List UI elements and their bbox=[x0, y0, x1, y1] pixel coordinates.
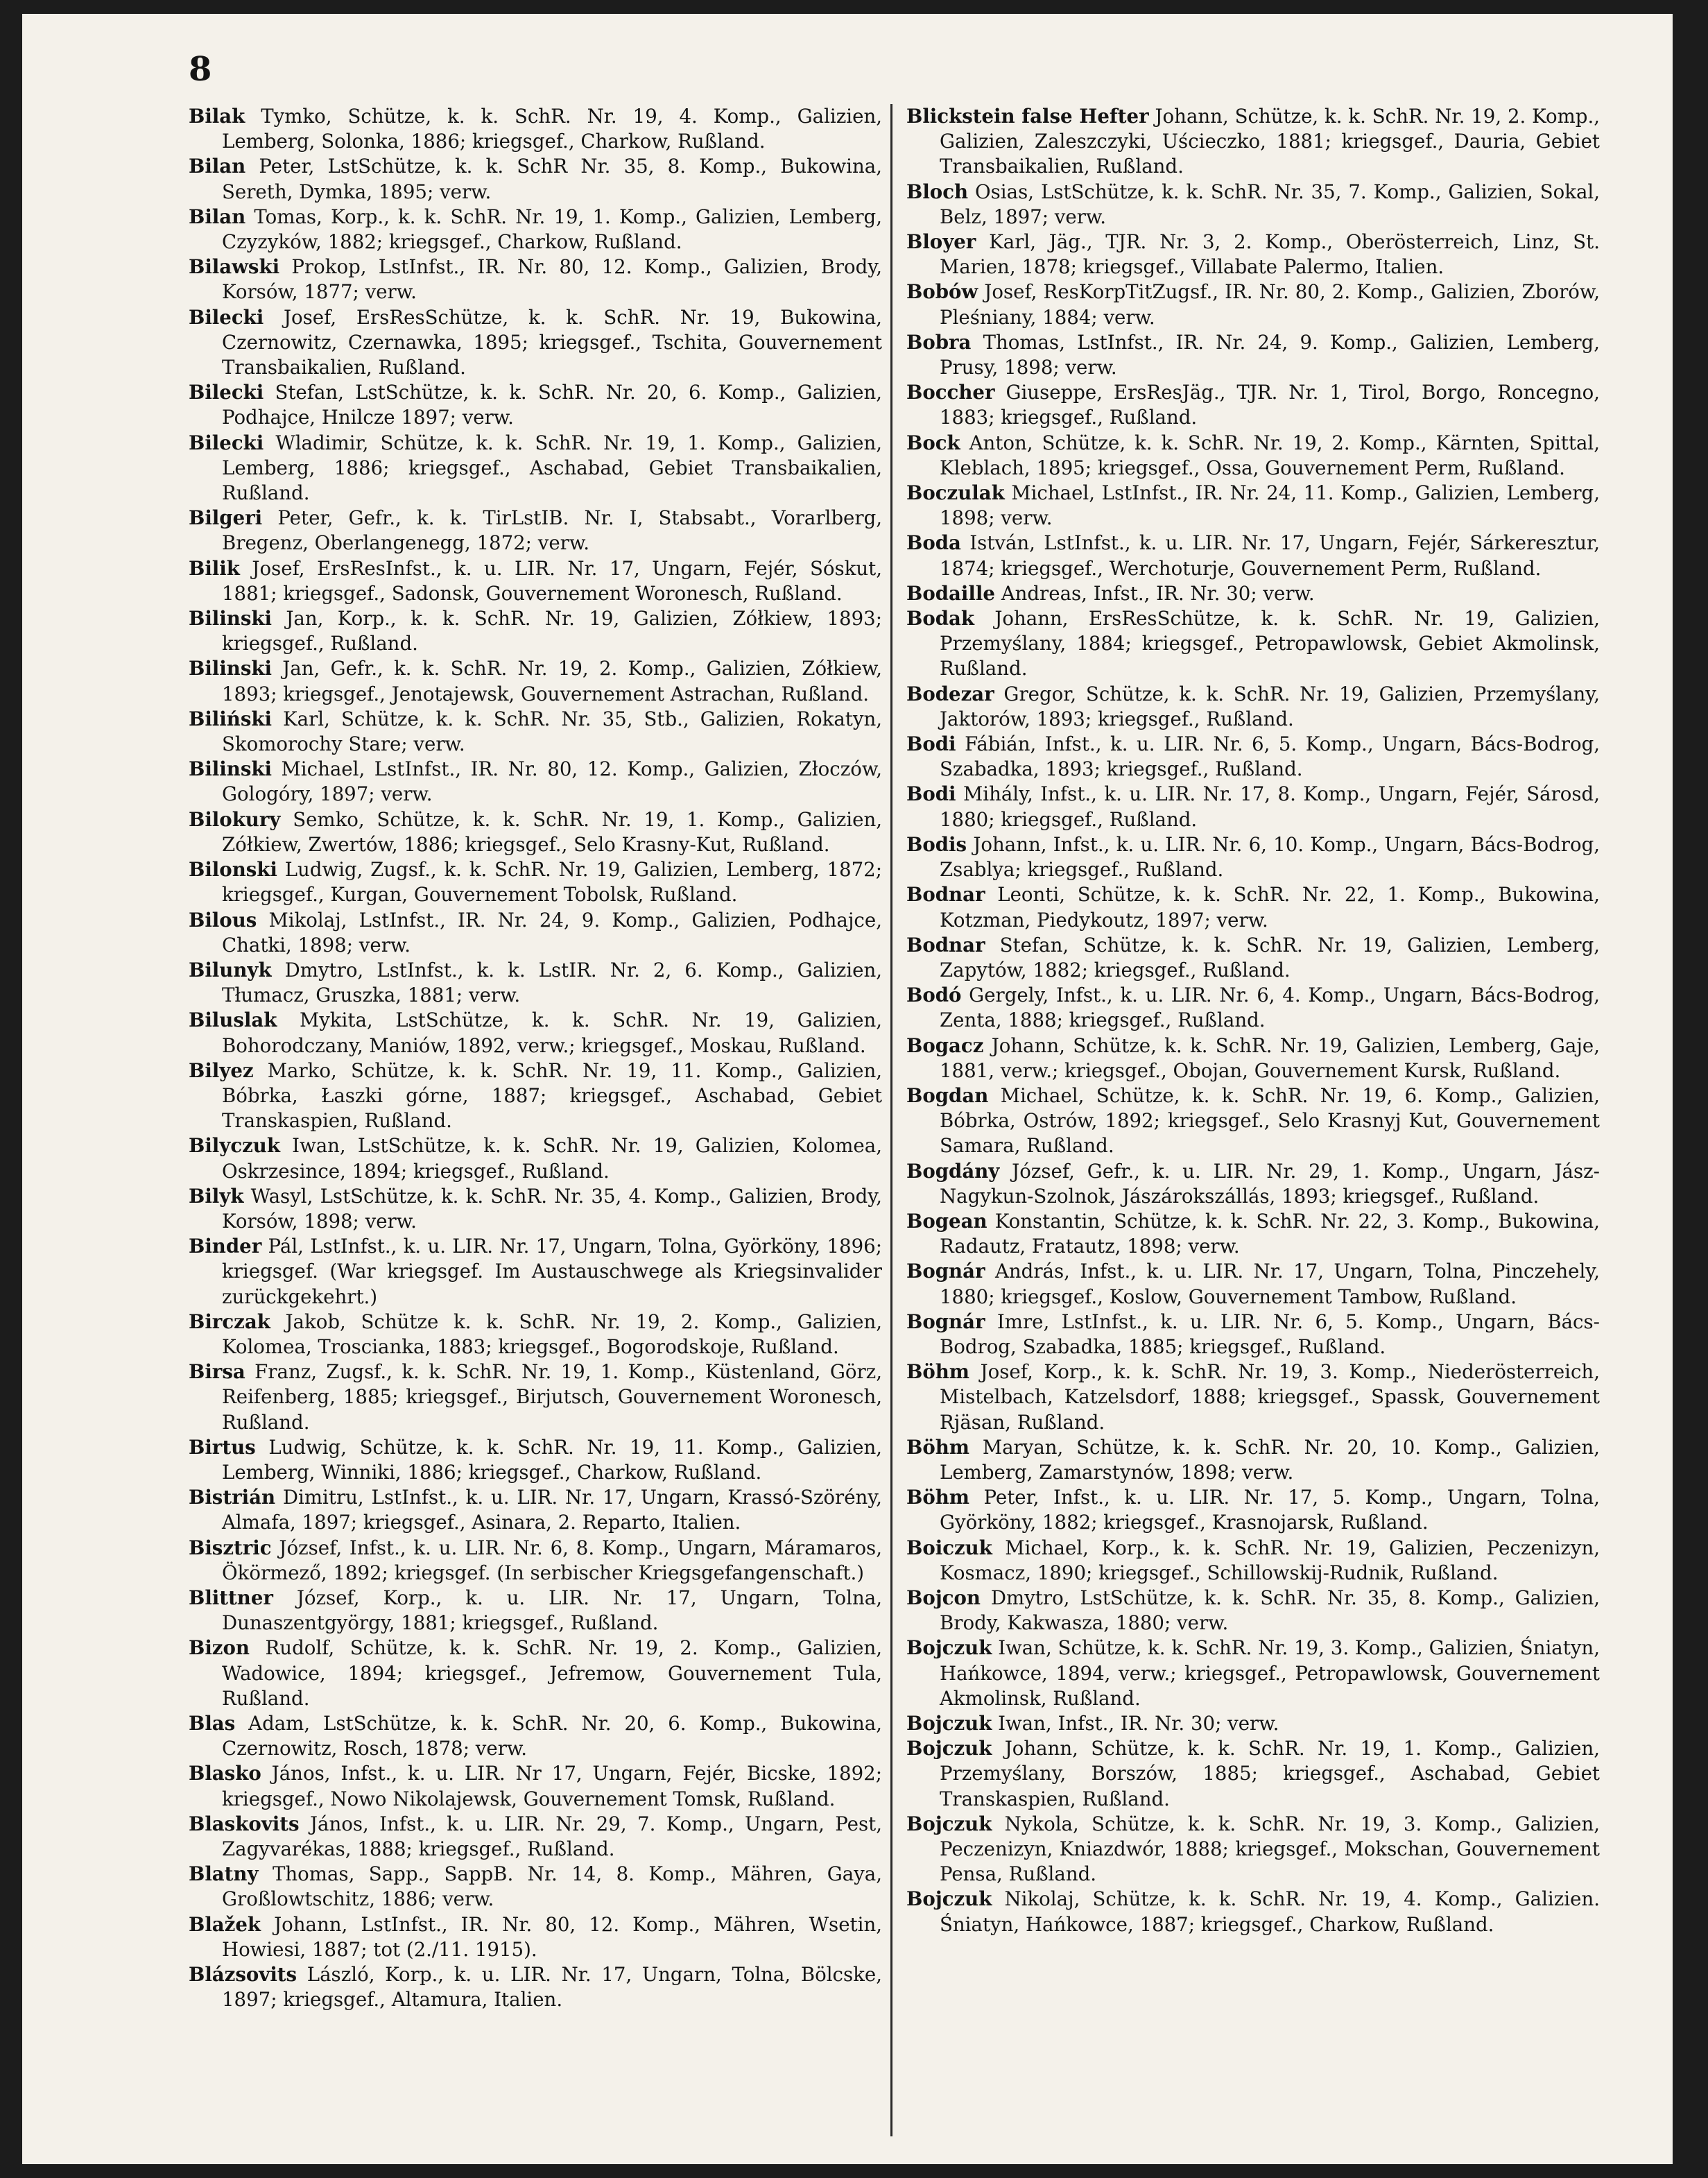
entry-surname: Bilyk bbox=[189, 1184, 244, 1208]
entry-surname: Birczak bbox=[189, 1310, 270, 1333]
list-item bbox=[189, 707, 882, 757]
entry-details: Fábián, Infst., k. u. LIR. Nr. 6, 5. Komp., Ungarn, Bács-Bodrog, Szabadka, 1893; kriegsgef., Rußland. bbox=[940, 732, 1600, 781]
entry-details: Jakob, Schütze k. k. SchR. Nr. 19, 2. Komp., Galizien, Kolomea, Troscianka, 1883; kriegsgef., Bogorodskoje, Rußland. bbox=[222, 1310, 882, 1358]
list-item bbox=[906, 782, 1600, 832]
entry-details: László, Korp., k. u. LIR. Nr. 17, Ungarn, Tolna, Bölcske, 1897; kriegsgef., Altamura, Italien. bbox=[222, 1963, 882, 2012]
entry-surname: Bilinski bbox=[189, 757, 272, 781]
entry-surname: Bilik bbox=[189, 556, 240, 580]
entry-surname: Blaskovits bbox=[189, 1812, 300, 1835]
entry-details: Josef, ErsResSchütze, k. k. SchR. Nr. 19, Bukowina, Czernowitz, Czernawka, 1895; kriegsgef., Tschita, Gouvernement Transbaikalien, Rußland. bbox=[222, 305, 882, 379]
list-item bbox=[189, 1058, 882, 1134]
list-item bbox=[906, 1536, 1600, 1586]
entry-details: Semko, Schütze, k. k. SchR. Nr. 19, 1. Komp., Galizien, Zółkiew, Zwertów, 1886; kriegsgef., Selo Krasny-Kut, Rußland. bbox=[222, 807, 882, 856]
list-item bbox=[906, 832, 1600, 882]
list-item bbox=[189, 1711, 882, 1761]
entry-details: Karl, Schütze, k. k. SchR. Nr. 35, Stb., Galizien, Rokatyn, Skomorochy Stare; verw. bbox=[222, 707, 882, 756]
list-item bbox=[906, 1485, 1600, 1535]
entry-details: Thomas, Sapp., SappB. Nr. 14, 8. Komp., Mähren, Gaya, Großlowtschitz, 1886; verw. bbox=[222, 1862, 882, 1911]
entry-details: Dmytro, LstSchütze, k. k. SchR. Nr. 35, 8. Komp., Galizien, Brody, Kakwasza, 1880; verw. bbox=[940, 1586, 1600, 1635]
list-item bbox=[189, 556, 882, 606]
list-item bbox=[189, 1133, 882, 1183]
list-item bbox=[906, 732, 1600, 782]
entry-details: Tymko, Schütze, k. k. SchR. Nr. 19, 4. Komp., Galizien, Lemberg, Solonka, 1886; kriegsgef., Charkow, Rußland. bbox=[222, 105, 882, 153]
entry-details: János, Infst., k. u. LIR. Nr. 29, 7. Komp., Ungarn, Pest, Zagyvarékas, 1888; kriegsgef., Rußland. bbox=[222, 1812, 882, 1861]
entry-surname: Bloyer bbox=[906, 230, 976, 254]
list-item bbox=[189, 958, 882, 1008]
list-item bbox=[189, 908, 882, 958]
entry-details: Marko, Schütze, k. k. SchR. Nr. 19, 11. Komp., Galizien, Bóbrka, Łaszki górne, 1887; kriegsgef., Aschabad, Gebiet Transkaspien, Rußland. bbox=[222, 1058, 882, 1133]
list-item bbox=[906, 1586, 1600, 1636]
list-item bbox=[906, 1360, 1600, 1435]
list-item bbox=[189, 1310, 882, 1360]
entry-surname: Bilous bbox=[189, 908, 257, 932]
list-item bbox=[189, 857, 882, 907]
entry-details: Rudolf, Schütze, k. k. SchR. Nr. 19, 2. Komp., Galizien, Wadowice, 1894; kriegsgef., Jefremow, Gouvernement Tula, Rußland. bbox=[222, 1636, 882, 1710]
list-item bbox=[906, 230, 1600, 280]
entry-details: Peter, Gefr., k. k. TirLstIB. Nr. I, Stabsabt., Vorarlberg, Bregenz, Oberlangenegg, 1872; verw. bbox=[222, 506, 882, 555]
entry-details: Leonti, Schütze, k. k. SchR. Nr. 22, 1. Komp., Bukowina, Kotzman, Piedykoutz, 1897; verw. bbox=[940, 883, 1600, 932]
list-item bbox=[906, 1259, 1600, 1309]
right-column bbox=[906, 104, 1600, 1937]
list-item bbox=[906, 531, 1600, 581]
entry-surname: Bock bbox=[906, 431, 960, 454]
entry-surname: Bilyez bbox=[189, 1058, 254, 1082]
entry-details: József, Korp., k. u. LIR. Nr. 17, Ungarn, Tolna, Dunaszentgyörgy, 1881; kriegsgef., Rußland. bbox=[222, 1586, 882, 1635]
list-item bbox=[189, 606, 882, 656]
entry-details: Konstantin, Schütze, k. k. SchR. Nr. 22, 3. Komp., Bukowina, Radautz, Fratautz, 1898; verw. bbox=[940, 1209, 1600, 1258]
entry-details: Peter, Infst., k. u. LIR. Nr. 17, 5. Komp., Ungarn, Tolna, Györköny, 1882; kriegsgef., Krasnojarsk, Rußland. bbox=[940, 1486, 1600, 1534]
list-item bbox=[906, 1636, 1600, 1711]
entry-surname: Bilyczuk bbox=[189, 1134, 280, 1158]
list-item bbox=[189, 1184, 882, 1234]
entry-details: Wladimir, Schütze, k. k. SchR. Nr. 19, 1. Komp., Galizien, Lemberg, 1886; kriegsgef., Aschabad, Gebiet Transbaikalien, Rußland. bbox=[222, 431, 882, 505]
entry-surname: Bilawski bbox=[189, 255, 280, 279]
entry-surname: Bognár bbox=[906, 1260, 985, 1283]
entry-details: Tomas, Korp., k. k. SchR. Nr. 19, 1. Komp., Galizien, Lemberg, Czyzyków, 1882; kriegsgef., Charkow, Rußland. bbox=[222, 205, 882, 254]
list-item bbox=[189, 1234, 882, 1310]
entry-surname: Bojczuk bbox=[906, 1737, 992, 1760]
entry-surname: Bisztric bbox=[189, 1536, 272, 1559]
page-number: 8 bbox=[189, 50, 212, 89]
list-item bbox=[906, 1887, 1600, 1937]
list-item bbox=[906, 606, 1600, 682]
entry-surname: Bilecki bbox=[189, 381, 264, 404]
list-item bbox=[189, 380, 882, 430]
entry-details: Iwan, LstSchütze, k. k. SchR. Nr. 19, Galizien, Kolomea, Oskrzesince, 1894; kriegsgef., Rußland. bbox=[222, 1134, 882, 1183]
list-item bbox=[906, 1736, 1600, 1812]
entry-details: Michael, Schütze, k. k. SchR. Nr. 19, 6. Komp., Galizien, Bóbrka, Ostrów, 1892; kriegsgef., Selo Krasnyj Kut, Gouvernement Samara, Rußland. bbox=[940, 1083, 1601, 1158]
list-item bbox=[906, 1159, 1600, 1209]
entry-details: Anton, Schütze, k. k. SchR. Nr. 19, 2. Komp., Kärnten, Spittal, Kleblach, 1895; kriegsgef., Ossa, Gouvernement Perm, Rußland. bbox=[940, 431, 1600, 479]
entry-surname: Böhm bbox=[906, 1360, 969, 1384]
list-item bbox=[189, 1008, 882, 1058]
entry-details: Adam, LstSchütze, k. k. SchR. Nr. 20, 6. Komp., Bukowina, Czernowitz, Rosch, 1878; verw. bbox=[222, 1712, 882, 1760]
entry-details: Jan, Korp., k. k. SchR. Nr. 19, Galizien, Zółkiew, 1893; kriegsgef., Rußland. bbox=[222, 607, 882, 655]
list-item bbox=[906, 1310, 1600, 1360]
entry-details: Stefan, LstSchütze, k. k. SchR. Nr. 20, 6. Komp., Galizien, Podhajce, Hnilcze 1897; verw. bbox=[222, 381, 882, 429]
list-item bbox=[906, 682, 1600, 732]
entry-surname: Bilunyk bbox=[189, 958, 272, 981]
list-item bbox=[189, 807, 882, 857]
entry-surname: Blickstein false Hefter bbox=[906, 105, 1149, 128]
entry-surname: Bognár bbox=[906, 1310, 985, 1333]
entry-details: József, Infst., k. u. LIR. Nr. 6, 8. Komp., Ungarn, Máramaros, Ökörmező, 1892; kriegsgef. (In serbischer Kriegsgefangenschaft.) bbox=[222, 1536, 882, 1584]
entry-details: Peter, LstSchütze, k. k. SchR Nr. 35, 8. Komp., Bukowina, Sereth, Dymka, 1895; verw. bbox=[222, 155, 882, 203]
entry-details: Nykola, Schütze, k. k. SchR. Nr. 19, 3. Komp., Galizien, Peczenizyn, Kniazdwór, 1888; kriegsgef., Mokschan, Gouvernement Pensa, Rußland. bbox=[940, 1812, 1600, 1886]
entry-details: Johann, Schütze, k. k. SchR. Nr. 19, 2. Komp., Galizien, Zaleszczyki, Uścieczko, 1881; kriegsgef., Dauria, Gebiet Transbaikalien, Rußland. bbox=[940, 105, 1600, 178]
entry-surname: Bizon bbox=[189, 1636, 250, 1660]
list-item bbox=[189, 205, 882, 255]
entry-surname: Blittner bbox=[189, 1586, 273, 1609]
entry-details: Karl, Jäg., TJR. Nr. 3, 2. Komp., Oberösterreich, Linz, St. Marien, 1878; kriegsgef., Villabate Palermo, Italien. bbox=[940, 230, 1600, 279]
entry-surname: Bodis bbox=[906, 832, 967, 856]
entry-surname: Blatny bbox=[189, 1862, 259, 1886]
entry-details: Nikolaj, Schütze, k. k. SchR. Nr. 19, 4. Komp., Galizien. Śniatyn, Hańkowce, 1887; kriegsgef., Charkow, Rußland. bbox=[940, 1887, 1600, 1936]
entry-surname: Boda bbox=[906, 531, 961, 555]
entry-surname: Bilecki bbox=[189, 305, 264, 329]
entry-details: János, Infst., k. u. LIR. Nr 17, Ungarn, Fejér, Bicske, 1892; kriegsgef., Nowo Nikolajewsk, Gouvernement Tomsk, Rußland. bbox=[222, 1762, 882, 1810]
list-item bbox=[906, 481, 1600, 531]
list-item bbox=[189, 1761, 882, 1811]
entry-details: Michael, LstInfst., IR. Nr. 80, 12. Komp., Galizien, Złoczów, Gologóry, 1897; verw. bbox=[222, 757, 882, 806]
list-item bbox=[189, 1435, 882, 1485]
list-item bbox=[189, 1485, 882, 1535]
entry-details: Mihály, Infst., k. u. LIR. Nr. 17, 8. Komp., Ungarn, Fejér, Sárosd, 1880; kriegsgef., Rußland. bbox=[940, 782, 1600, 831]
list-item bbox=[906, 1034, 1600, 1083]
entry-details: Iwan, Infst., IR. Nr. 30; verw. bbox=[998, 1712, 1279, 1735]
entry-details: Osias, LstSchütze, k. k. SchR. Nr. 35, 7. Komp., Galizien, Sokal, Belz, 1897; verw. bbox=[940, 180, 1600, 228]
entry-details: Michael, Korp., k. k. SchR. Nr. 19, Galizien, Peczenizyn, Kosmacz, 1890; kriegsgef., Schillowskij-Rudnik, Rußland. bbox=[940, 1536, 1600, 1584]
entry-surname: Boccher bbox=[906, 381, 995, 404]
entry-details: Mikolaj, LstInfst., IR. Nr. 24, 9. Komp., Galizien, Podhajce, Chatki, 1898; verw. bbox=[222, 908, 882, 957]
list-item bbox=[189, 656, 882, 706]
entry-surname: Bodezar bbox=[906, 682, 994, 705]
list-item bbox=[189, 305, 882, 381]
list-item bbox=[189, 757, 882, 807]
list-item bbox=[906, 933, 1600, 983]
entry-surname: Bobów bbox=[906, 280, 978, 304]
entry-surname: Bogacz bbox=[906, 1034, 984, 1057]
entry-surname: Bilinski bbox=[189, 607, 272, 631]
list-item bbox=[189, 154, 882, 204]
entry-surname: Bodnar bbox=[906, 933, 985, 957]
list-item bbox=[189, 104, 882, 154]
entry-details: Jan, Gefr., k. k. SchR. Nr. 19, 2. Komp., Galizien, Zółkiew, 1893; kriegsgef., Jenotajewsk, Gouvernement Astrachan, Rußland. bbox=[222, 657, 882, 705]
entry-details: Maryan, Schütze, k. k. SchR. Nr. 20, 10. Komp., Galizien, Lemberg, Zamarstynów, 1898; verw. bbox=[940, 1435, 1600, 1484]
entry-surname: Bojczuk bbox=[906, 1636, 992, 1660]
entry-surname: Blasko bbox=[189, 1762, 261, 1785]
entry-surname: Boiczuk bbox=[906, 1536, 992, 1559]
entry-surname: Blažek bbox=[189, 1912, 261, 1936]
entry-surname: Biliński bbox=[189, 707, 272, 730]
entry-surname: Bojcon bbox=[906, 1586, 981, 1609]
list-item bbox=[189, 1962, 882, 2012]
entry-surname: Bodak bbox=[906, 607, 975, 631]
entry-details: Andreas, Infst., IR. Nr. 30; verw. bbox=[1001, 581, 1315, 605]
list-item bbox=[906, 104, 1600, 180]
entry-surname: Bogdan bbox=[906, 1083, 989, 1107]
entry-surname: Bistrián bbox=[189, 1486, 276, 1509]
entry-surname: Böhm bbox=[906, 1435, 969, 1459]
entry-details: Stefan, Schütze, k. k. SchR. Nr. 19, Galizien, Lemberg, Zapytów, 1882; kriegsgef., Rußland. bbox=[940, 933, 1600, 981]
list-item bbox=[906, 1435, 1600, 1485]
list-item bbox=[189, 1586, 882, 1636]
entry-details: Johann, LstInfst., IR. Nr. 80, 12. Komp., Mähren, Wsetin, Howiesi, 1887; tot (2./11. 1915). bbox=[222, 1912, 882, 1961]
entry-surname: Bodó bbox=[906, 984, 962, 1007]
entry-surname: Bilokury bbox=[189, 807, 281, 831]
list-item bbox=[906, 280, 1600, 329]
list-item bbox=[906, 431, 1600, 481]
list-item bbox=[906, 1209, 1600, 1259]
entry-details: Johann, Infst., k. u. LIR. Nr. 6, 10. Komp., Ungarn, Bács-Bodrog, Zsablya; kriegsgef., Rußland. bbox=[940, 832, 1600, 882]
entry-surname: Bilecki bbox=[189, 431, 264, 454]
entry-surname: Bodaille bbox=[906, 581, 995, 605]
entry-details: Ludwig, Zugsf., k. k. SchR. Nr. 19, Galizien, Lemberg, 1872; kriegsgef., Kurgan, Gouvernement Tobolsk, Rußland. bbox=[222, 858, 882, 907]
entry-details: Franz, Zugsf., k. k. SchR. Nr. 19, 1. Komp., Küstenland, Görz, Reifenberg, 1885; kriegsgef., Birjutsch, Gouvernement Woronesch, Rußland. bbox=[222, 1360, 882, 1434]
list-item bbox=[189, 506, 882, 556]
document-page bbox=[22, 14, 1673, 2164]
entry-surname: Bogdány bbox=[906, 1159, 1000, 1183]
list-item bbox=[189, 1360, 882, 1435]
list-item bbox=[189, 1912, 882, 1962]
list-item bbox=[906, 330, 1600, 380]
entry-details: Gergely, Infst., k. u. LIR. Nr. 6, 4. Komp., Ungarn, Bács-Bodrog, Zenta, 1888; kriegsgef., Rußland. bbox=[940, 984, 1600, 1032]
entry-surname: Bodi bbox=[906, 732, 956, 756]
entry-details: Thomas, LstInfst., IR. Nr. 24, 9. Komp., Galizien, Lemberg, Prusy, 1898; verw. bbox=[940, 330, 1600, 379]
entry-surname: Bilinski bbox=[189, 657, 272, 680]
entry-details: Pál, LstInfst., k. u. LIR. Nr. 17, Ungarn, Tolna, Györköny, 1896; kriegsgef. (War kriegsgef. Im Austauschwege als Kriegsinvalider zurückgekehrt.) bbox=[222, 1235, 882, 1308]
entry-surname: Birsa bbox=[189, 1360, 245, 1384]
entry-surname: Boczulak bbox=[906, 481, 1005, 505]
entry-details: Josef, ResKorpTitZugsf., IR. Nr. 80, 2. Komp., Galizien, Zborów, Pleśniany, 1884; verw. bbox=[940, 280, 1600, 329]
entry-surname: Bobra bbox=[906, 330, 972, 354]
entry-details: Johann, Schütze, k. k. SchR. Nr. 19, Galizien, Lemberg, Gaje, 1881, verw.; kriegsgef., Obojan, Gouvernement Kursk, Rußland. bbox=[940, 1034, 1600, 1082]
list-item bbox=[189, 1536, 882, 1586]
entry-surname: Bilan bbox=[189, 205, 246, 228]
entry-details: Ludwig, Schütze, k. k. SchR. Nr. 19, 11. Komp., Galizien, Lemberg, Winniki, 1886; kriegsgef., Charkow, Rußland. bbox=[222, 1435, 882, 1484]
entry-surname: Bojczuk bbox=[906, 1712, 992, 1735]
list-item bbox=[906, 180, 1600, 230]
list-item bbox=[906, 380, 1600, 430]
entry-details: Giuseppe, ErsResJäg., TJR. Nr. 1, Tirol, Borgo, Roncegno, 1883; kriegsgef., Rußland. bbox=[940, 381, 1600, 429]
entry-surname: Biluslak bbox=[189, 1009, 277, 1032]
list-item bbox=[906, 1083, 1600, 1159]
entry-surname: Bodnar bbox=[906, 883, 985, 907]
list-item bbox=[189, 1636, 882, 1711]
entry-details: Iwan, Schütze, k. k. SchR. Nr. 19, 3. Komp., Galizien, Śniatyn, Hańkowce, 1894, verw.; kriegsgef., Petropawlowsk, Gouvernement Akmolinsk, Rußland. bbox=[940, 1636, 1600, 1710]
entry-details: András, Infst., k. u. LIR. Nr. 17, Ungarn, Tolna, Pinczehely, 1880; kriegsgef., Koslow, Gouvernement Tambow, Rußland. bbox=[940, 1260, 1600, 1308]
entry-details: Josef, Korp., k. k. SchR. Nr. 19, 3. Komp., Niederösterreich, Mistelbach, Katzelsdorf, 1888; kriegsgef., Spassk, Gouvernement Rjäsan, Rußland. bbox=[940, 1360, 1600, 1434]
entry-details: József, Gefr., k. u. LIR. Nr. 29, 1. Komp., Ungarn, Jász-Nagykun-Szolnok, Jászárokszállás, 1893; kriegsgef., Rußland. bbox=[940, 1159, 1600, 1208]
entry-surname: Bilonski bbox=[189, 858, 277, 882]
entry-surname: Blas bbox=[189, 1712, 236, 1735]
entry-details: Johann, Schütze, k. k. SchR. Nr. 19, 1. Komp., Galizien, Przemyślany, Borszów, 1885; kriegsgef., Aschabad, Gebiet Transkaspien, Rußland. bbox=[940, 1737, 1600, 1810]
entry-details: Gregor, Schütze, k. k. SchR. Nr. 19, Galizien, Przemyślany, Jaktorów, 1893; kriegsgef., Rußland. bbox=[940, 682, 1600, 730]
entry-surname: Böhm bbox=[906, 1486, 969, 1509]
entry-surname: Birtus bbox=[189, 1435, 256, 1459]
list-item bbox=[906, 882, 1600, 932]
entry-surname: Bilan bbox=[189, 155, 246, 178]
entry-details: Josef, ErsResInfst., k. u. LIR. Nr. 17, Ungarn, Fejér, Sóskut, 1881; kriegsgef., Sadonsk, Gouvernement Woronesch, Rußland. bbox=[222, 556, 882, 605]
entry-details: Dmytro, LstInfst., k. k. LstIR. Nr. 2, 6. Komp., Galizien, Tłumacz, Gruszka, 1881; verw. bbox=[222, 958, 882, 1007]
list-item bbox=[906, 581, 1600, 606]
left-column bbox=[189, 104, 882, 2012]
entry-surname: Bilak bbox=[189, 105, 245, 128]
entry-details: Imre, LstInfst., k. u. LIR. Nr. 6, 5. Komp., Ungarn, Bács-Bodrog, Szabadka, 1885; kriegsgef., Rußland. bbox=[940, 1310, 1600, 1358]
list-item bbox=[906, 1812, 1600, 1887]
entry-details: Wasyl, LstSchütze, k. k. SchR. Nr. 35, 4. Komp., Galizien, Brody, Korsów, 1898; verw. bbox=[222, 1184, 882, 1233]
entry-details: Michael, LstInfst., IR. Nr. 24, 11. Komp., Galizien, Lemberg, 1898; verw. bbox=[940, 481, 1600, 530]
list-item bbox=[906, 983, 1600, 1033]
entry-surname: Binder bbox=[189, 1235, 262, 1258]
entry-surname: Bojczuk bbox=[906, 1812, 992, 1835]
entry-surname: Bogean bbox=[906, 1209, 987, 1233]
column-divider bbox=[890, 104, 892, 2136]
list-item bbox=[906, 1711, 1600, 1736]
entry-surname: Blázsovits bbox=[189, 1963, 297, 1987]
list-item bbox=[189, 255, 882, 305]
entry-surname: Bloch bbox=[906, 180, 969, 203]
entry-details: Dimitru, LstInfst., k. u. LIR. Nr. 17, Ungarn, Krassó-Szörény, Almafa, 1897; kriegsgef., Asinara, 2. Reparto, Italien. bbox=[222, 1486, 882, 1534]
list-item bbox=[189, 1862, 882, 1912]
entry-details: István, LstInfst., k. u. LIR. Nr. 17, Ungarn, Fejér, Sárkeresztur, 1874; kriegsgef., Werchoturje, Gouvernement Perm, Rußland. bbox=[940, 531, 1600, 580]
entry-details: Johann, ErsResSchütze, k. k. SchR. Nr. 19, Galizien, Przemyślany, 1884; kriegsgef., Petropawlowsk, Gebiet Akmolinsk, Rußland. bbox=[940, 607, 1600, 680]
entry-surname: Bilgeri bbox=[189, 506, 263, 530]
entry-surname: Bodi bbox=[906, 782, 956, 806]
entry-details: Mykita, LstSchütze, k. k. SchR. Nr. 19, Galizien, Bohorodczany, Maniów, 1892, verw.; kriegsgef., Moskau, Rußland. bbox=[222, 1009, 882, 1057]
entry-surname: Bojczuk bbox=[906, 1887, 992, 1911]
list-item bbox=[189, 1812, 882, 1862]
list-item bbox=[189, 431, 882, 506]
entry-details: Prokop, LstInfst., IR. Nr. 80, 12. Komp., Galizien, Brody, Korsów, 1877; verw. bbox=[222, 255, 882, 304]
